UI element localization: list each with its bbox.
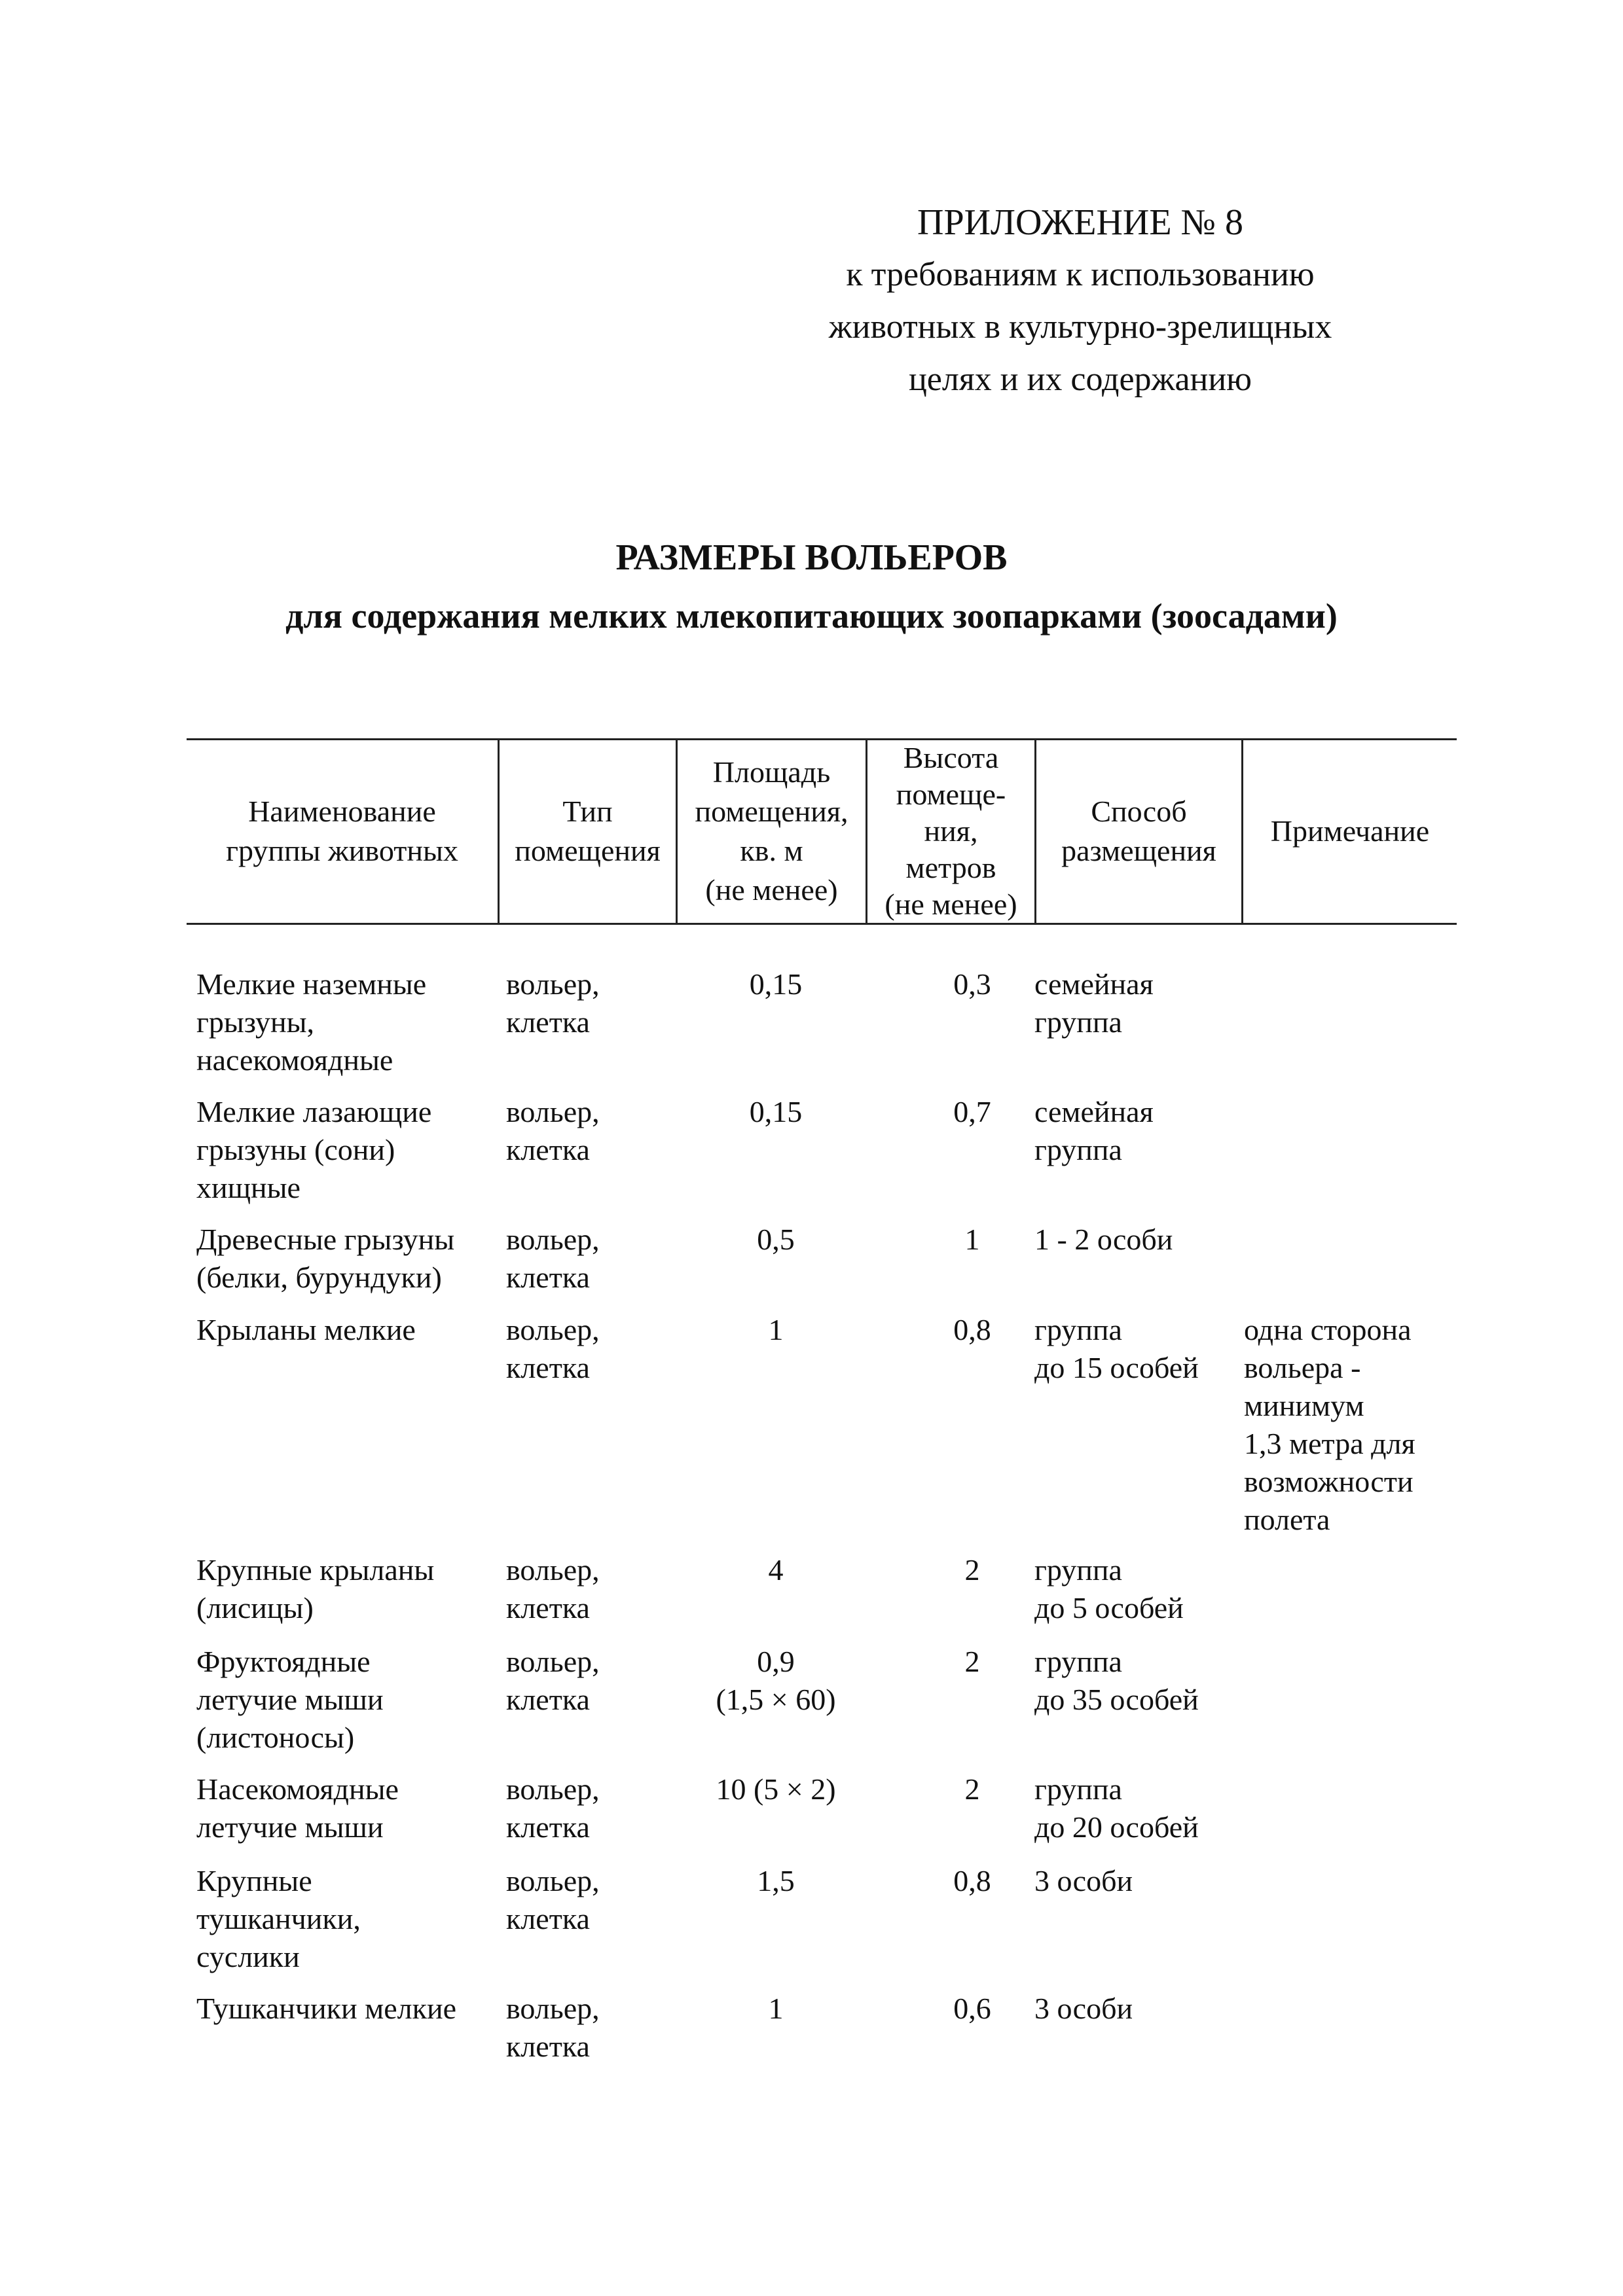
cell-enclosure-type: вольер, клетка — [506, 1864, 600, 1935]
document-title: РАЗМЕРЫ ВОЛЬЕРОВ — [615, 537, 1008, 578]
cell-placement: группа до 35 особей — [1034, 1645, 1199, 1716]
appendix-block — [753, 196, 1408, 406]
appendix-line-2: животных в культурно-зрелищных — [828, 308, 1332, 346]
cell-enclosure-type: вольер, клетка — [506, 1772, 600, 1844]
cell-group-name: Крыланы мелкие — [196, 1313, 416, 1346]
cell-height: 0,8 — [953, 1864, 991, 1897]
cell-group-name: Крупные тушканчики, суслики — [196, 1864, 361, 1973]
header-note: Примечание — [1270, 814, 1430, 848]
cell-enclosure-type: вольер, клетка — [506, 967, 600, 1039]
cell-height: 2 — [964, 1553, 980, 1587]
appendix-title: ПРИЛОЖЕНИЕ № 8 — [917, 202, 1243, 243]
cell-area: 1 — [768, 1313, 784, 1346]
cell-placement: 3 особи — [1034, 1864, 1133, 1897]
cell-height: 0,6 — [953, 1992, 991, 2025]
cell-height: 0,7 — [953, 1095, 991, 1128]
cell-placement: группа до 15 особей — [1034, 1313, 1199, 1384]
cell-area: 0,5 — [757, 1223, 795, 1256]
cell-placement: семейная группа — [1034, 967, 1154, 1039]
cell-enclosure-type: вольер, клетка — [506, 1313, 600, 1384]
cell-area: 0,9 (1,5 × 60) — [716, 1645, 836, 1716]
cell-group-name: Мелкие наземные грызуны, насекомоядные — [196, 967, 427, 1077]
cell-group-name: Крупные крыланы (лисицы) — [196, 1553, 435, 1624]
cell-area: 4 — [768, 1553, 784, 1587]
cell-placement: 3 особи — [1034, 1992, 1133, 2025]
cell-note: одна сторона вольера - минимум 1,3 метра для возможности полета — [1244, 1313, 1415, 1536]
cell-height: 1 — [964, 1223, 980, 1256]
table-header-rule — [187, 923, 1457, 925]
header-name: Наименование группы животных — [226, 795, 458, 867]
cell-enclosure-type: вольер, клетка — [506, 1223, 600, 1294]
document-subtitle: для содержания мелких млекопитающих зоопарками (зоосадами) — [285, 596, 1338, 636]
appendix-line-1: к требованиям к использованию — [846, 256, 1315, 293]
cell-height: 2 — [964, 1645, 980, 1678]
cell-area: 0,15 — [749, 1095, 803, 1128]
cell-group-name: Мелкие лазающие грызуны (сони) хищные — [196, 1095, 432, 1204]
cell-area: 10 (5 × 2) — [716, 1772, 836, 1806]
header-area: Площадь помещения, кв. м (не менее) — [695, 755, 848, 906]
cell-enclosure-type: вольер, клетка — [506, 1645, 600, 1716]
cell-enclosure-type: вольер, клетка — [506, 1553, 600, 1624]
cell-area: 1 — [768, 1992, 784, 2025]
cell-group-name: Тушканчики мелкие — [196, 1992, 456, 2025]
cell-height: 0,8 — [953, 1313, 991, 1346]
cell-height: 2 — [964, 1772, 980, 1806]
cell-placement: 1 - 2 особи — [1034, 1223, 1173, 1256]
cell-area: 1,5 — [757, 1864, 795, 1897]
cell-placement: группа до 20 особей — [1034, 1772, 1199, 1844]
cell-placement: семейная группа — [1034, 1095, 1154, 1166]
cell-group-name: Древесные грызуны (белки, бурундуки) — [196, 1223, 455, 1294]
cell-group-name: Насекомоядные летучие мыши — [196, 1772, 399, 1844]
cell-placement: группа до 5 особей — [1034, 1553, 1184, 1624]
cell-enclosure-type: вольер, клетка — [506, 1992, 600, 2063]
cell-height: 0,3 — [953, 967, 991, 1001]
cell-group-name: Фруктоядные летучие мыши (листоносы) — [196, 1645, 384, 1754]
cell-area: 0,15 — [749, 967, 803, 1001]
header-placement: Способ размещения — [1061, 795, 1216, 867]
header-height: Высота помеще- ния, метров (не менее) — [884, 741, 1017, 921]
cell-enclosure-type: вольер, клетка — [506, 1095, 600, 1166]
header-type: Тип помещения — [515, 795, 661, 867]
appendix-line-3: целях и их содержанию — [908, 361, 1252, 398]
